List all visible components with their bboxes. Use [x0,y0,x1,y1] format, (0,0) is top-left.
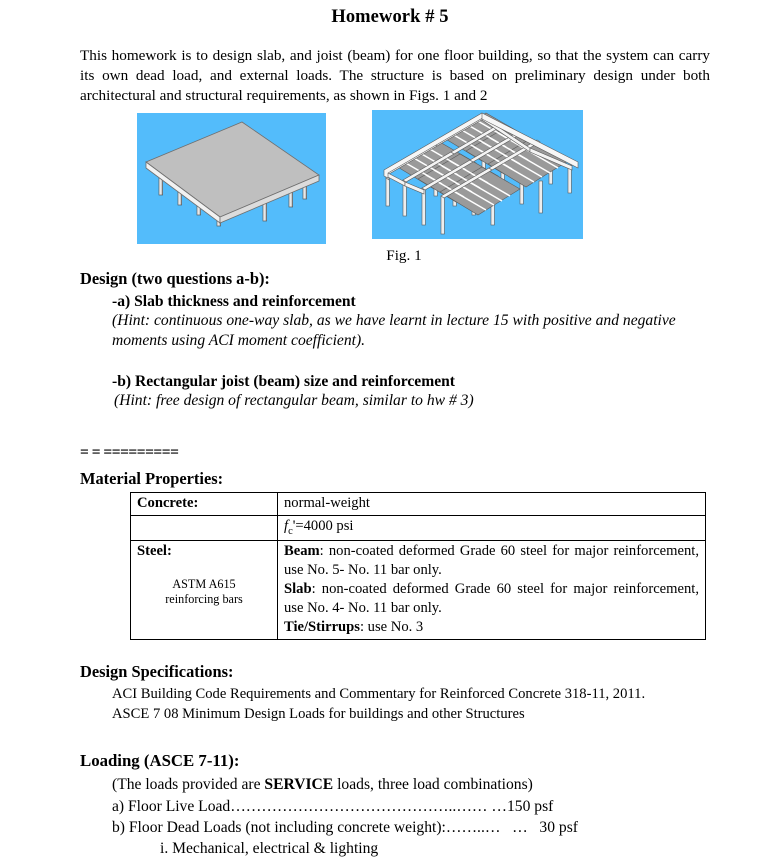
steel-tie-spec [284,618,699,637]
row-value-concrete: normal-weight [278,492,706,515]
beam-text: : non-coated deformed Grade 60 steel for major reinforcement, use No. 5- No. 11 bar only. [284,543,699,579]
astm-line-1: ASTM A615 [172,577,236,592]
tie-text: : use No. 3 [359,619,424,636]
flat-slab-floor-building-3d [137,113,326,244]
row-label-empty [131,515,278,541]
slab-label: Slab [284,581,312,598]
figure-joist-framing [372,110,583,239]
loading-note-after: loads, three load combinations) [333,776,533,794]
intro-paragraph: This homework is to design slab, and joist (beam) for one floor building, so that the system can carry its own dead load, and external loads. The structure is based on preliminary design under both architectural and structural requirements, as shown in Figs. 1 and 2 [80,47,710,104]
steel-label-text: Steel: [137,543,172,560]
slab-text: : non-coated deformed Grade 60 steel for major reinforcement, use No. 4- No. 11 bar only. [284,581,699,617]
loading-note-before: (The loads provided are [112,776,265,794]
fc-subscript: c [288,525,293,537]
table-row [131,541,706,640]
material-properties-table [130,492,706,640]
fc-value: '=4000 psi [292,517,354,534]
table-row [131,515,706,541]
loading-item-a: a) Floor Live Load……………………………………..…… …150 psf [112,797,554,815]
row-label-steel [131,541,278,640]
fc-symbol: f [284,517,289,534]
design-item-a: -a) Slab thickness and reinforcement [112,293,356,311]
figure-row [0,113,780,265]
steel-beam-spec [284,542,699,580]
figure-caption: Fig. 1 [386,247,422,265]
table-row [131,492,706,515]
design-section-heading: Design (two questions a-b): [80,269,270,289]
design-hint-a: (Hint: continuous one-way slab, as we have learnt in lecture 15 with positive and negative moments using ACI moment coefficient). [112,312,676,350]
design-item-b: -b) Rectangular joist (beam) size and reinforcement [112,373,456,391]
row-value-steel [278,541,706,640]
figure-flat-slab-building [137,113,326,244]
material-properties-heading: Material Properties: [80,468,224,488]
row-value-fc [278,515,706,541]
page-title: Homework # 5 [331,7,449,27]
design-hint-b: (Hint: free design of rectangular beam, similar to hw # 3) [114,392,474,410]
loading-heading: Loading (ASCE 7-11): [80,751,240,771]
beam-label: Beam [284,543,320,560]
loading-note-emphasis: SERVICE [264,776,334,794]
loading-item-b-i: i. Mechanical, electrical & lighting [160,839,379,857]
spec-line-asce: ASCE 7 08 Minimum Design Loads for buildings and other Structures [112,705,525,722]
tie-label: Tie/Stirrups [284,619,360,636]
section-divider: = = ========= [80,444,179,462]
row-label-concrete: Concrete: [131,492,278,515]
steel-slab-spec [284,580,699,618]
astm-line-2: reinforcing bars [165,591,243,606]
loading-note [0,774,780,795]
loading-item-b: b) Floor Dead Loads (not including concrete weight):……..… … 30 psf [112,818,578,836]
astm-note [137,561,271,607]
design-specifications-heading: Design Specifications: [80,661,234,681]
joist-beam-floor-framing-3d [372,110,583,239]
spec-line-aci: ACI Building Code Requirements and Commentary for Reinforced Concrete 318-11, 2011. [112,685,646,702]
